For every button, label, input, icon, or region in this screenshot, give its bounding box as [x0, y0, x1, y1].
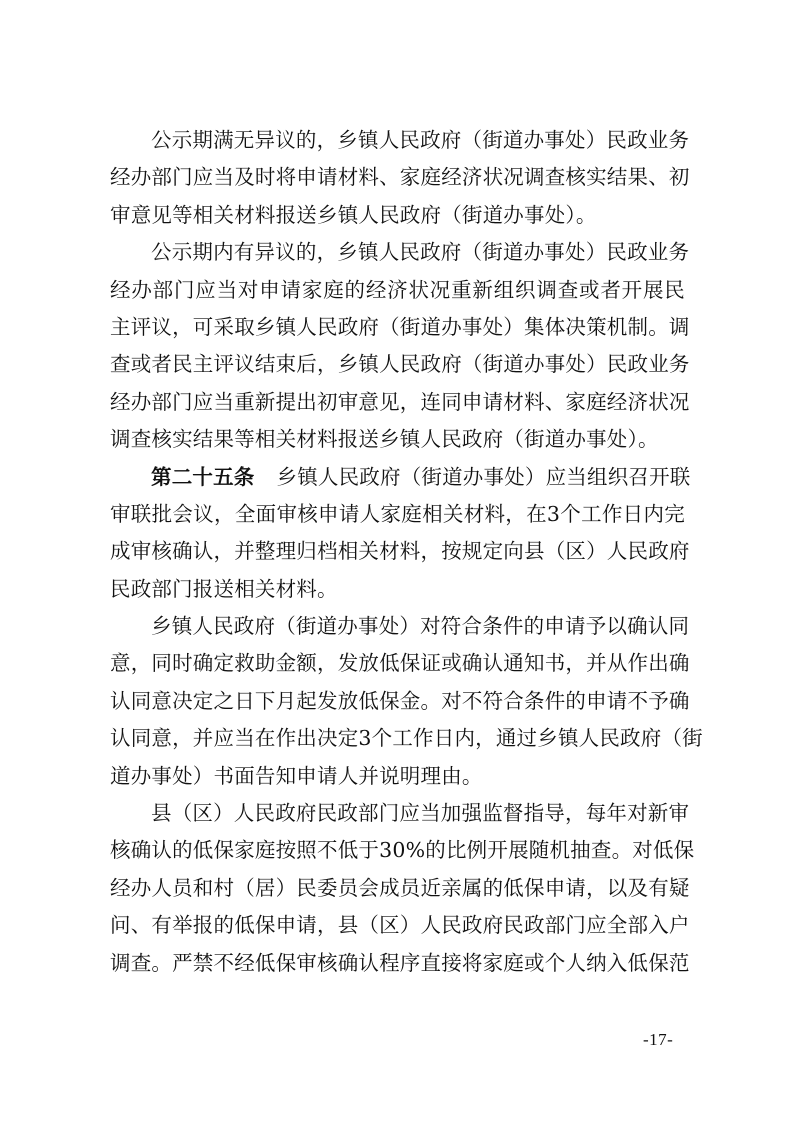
text-line: 主评议，可采取乡镇人民政府（街道办事处）集体决策机制。调: [110, 314, 690, 339]
text-line: 道办事处）书面告知申请人并说明理由。: [110, 763, 483, 788]
text-line: 经办人员和村（居）民委员会成员近亲属的低保申请，以及有疑: [110, 875, 690, 900]
page-number: -17-: [643, 1030, 674, 1049]
article-number: 第二十五条: [151, 464, 255, 489]
text-line: 成审核确认，并整理归档相关材料，按规定向县（区）人民政府: [110, 539, 690, 564]
article-heading-line: [110, 459, 691, 496]
text-line: 调查核实结果等相关材料报送乡镇人民政府（街道办事处）。: [110, 427, 659, 452]
text-line: 乡镇人民政府（街道办事处）对符合条件的申请予以确认同: [151, 614, 690, 639]
text-line: 查或者民主评议结束后，乡镇人民政府（街道办事处）民政业务: [110, 352, 690, 377]
text-line: 县（区）人民政府民政部门应当加强监督指导，每年对新审: [151, 801, 690, 826]
text-line: 经办部门应当对申请家庭的经济状况重新组织调查或者开展民: [110, 277, 685, 302]
text-line: 审联批会议，全面审核申请人家庭相关材料，在3个工作日内完: [110, 501, 685, 526]
text-line: 公示期内有异议的，乡镇人民政府（街道办事处）民政业务: [151, 240, 690, 265]
text-line: 问、有举报的低保申请，县（区）人民政府民政部门应全部入户: [110, 913, 690, 938]
text-line: 调查。严禁不经低保审核确认程序直接将家庭或个人纳入低保范: [110, 950, 690, 975]
article-text: 乡镇人民政府（街道办事处）应当组织召开联: [276, 464, 691, 489]
text-line: 认同意决定之日下月起发放低保金。对不符合条件的申请不予确: [110, 688, 690, 713]
document-body: [110, 122, 703, 982]
text-line: 公示期满无异议的，乡镇人民政府（街道办事处）民政业务: [151, 128, 690, 152]
text-line: 民政部门报送相关材料。: [110, 576, 338, 601]
text-line: 意，同时确定救助金额，发放低保证或确认通知书，并从作出确: [110, 651, 690, 676]
text-line: 审意见等相关材料报送乡镇人民政府（街道办事处）。: [110, 202, 597, 227]
text-line: 认同意，并应当在作出决定3个工作日内，通过乡镇人民政府（街: [110, 726, 703, 751]
text-line: 核确认的低保家庭按照不低于30%的比例开展随机抽查。对低保: [110, 838, 695, 863]
text-line: 经办部门应当重新提出初审意见，连同申请材料、家庭经济状况: [110, 389, 690, 414]
text-line: 经办部门应当及时将申请材料、家庭经济状况调查核实结果、初: [110, 165, 690, 190]
